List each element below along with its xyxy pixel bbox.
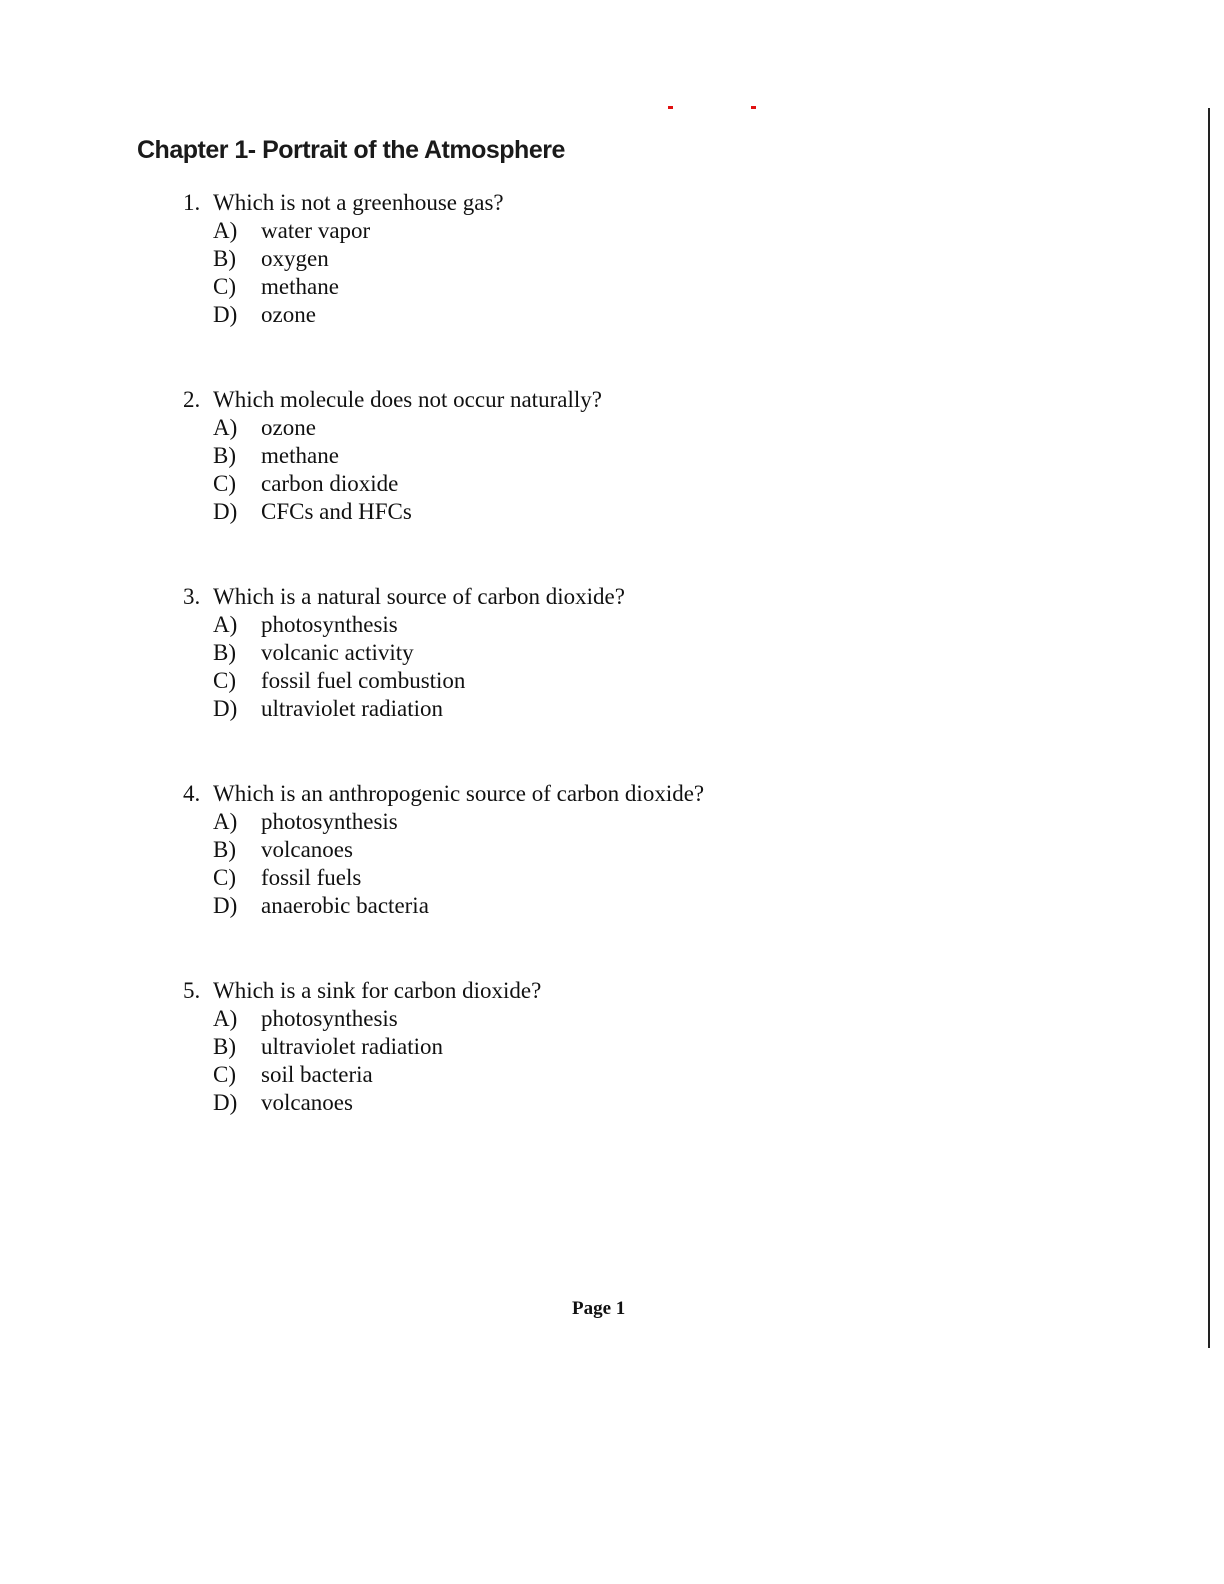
option-letter: B) bbox=[213, 443, 236, 468]
question-text: Which is an anthropogenic source of carbon dioxide? bbox=[213, 781, 705, 806]
question-text: Which is a natural source of carbon dioxide? bbox=[213, 584, 625, 609]
option-letter: A) bbox=[213, 612, 238, 637]
question-text: Which is not a greenhouse gas? bbox=[213, 190, 504, 215]
option-text: CFCs and HFCs bbox=[261, 499, 412, 524]
red-mark-left bbox=[668, 106, 673, 109]
option-letter: D) bbox=[213, 893, 238, 918]
question-text: Which is a sink for carbon dioxide? bbox=[213, 978, 542, 1003]
option-c bbox=[213, 470, 1083, 498]
option-letter: A) bbox=[213, 415, 238, 440]
option-letter: B) bbox=[213, 1034, 236, 1059]
question-2 bbox=[183, 385, 1083, 582]
question-number: 5. bbox=[183, 978, 201, 1003]
option-letter: D) bbox=[213, 1090, 238, 1115]
option-text: photosynthesis bbox=[261, 809, 398, 834]
question-stem bbox=[183, 976, 1083, 1005]
option-a bbox=[213, 808, 1083, 836]
option-list bbox=[213, 414, 1083, 526]
question-list bbox=[183, 188, 1083, 1173]
question-stem bbox=[183, 779, 1083, 808]
option-c bbox=[213, 864, 1083, 892]
option-text: methane bbox=[261, 443, 339, 468]
option-letter: A) bbox=[213, 809, 238, 834]
option-text: photosynthesis bbox=[261, 1006, 398, 1031]
option-text: volcanic activity bbox=[261, 640, 414, 665]
option-a bbox=[213, 414, 1083, 442]
option-text: carbon dioxide bbox=[261, 471, 399, 496]
option-text: anaerobic bacteria bbox=[261, 893, 429, 918]
option-b bbox=[213, 245, 1083, 273]
option-letter: C) bbox=[213, 471, 236, 496]
option-text: fossil fuels bbox=[261, 865, 362, 890]
option-text: water vapor bbox=[261, 218, 371, 243]
option-text: ultraviolet radiation bbox=[261, 1034, 444, 1059]
option-letter: D) bbox=[213, 302, 238, 327]
option-text: soil bacteria bbox=[261, 1062, 373, 1087]
option-c bbox=[213, 667, 1083, 695]
option-list bbox=[213, 217, 1083, 329]
option-letter: A) bbox=[213, 1006, 238, 1031]
option-text: methane bbox=[261, 274, 339, 299]
question-number: 3. bbox=[183, 584, 201, 609]
question-text: Which molecule does not occur naturally? bbox=[213, 387, 602, 412]
option-letter: D) bbox=[213, 696, 238, 721]
question-stem bbox=[183, 385, 1083, 414]
option-list bbox=[213, 611, 1083, 723]
option-b bbox=[213, 442, 1083, 470]
option-d bbox=[213, 695, 1083, 723]
option-text: fossil fuel combustion bbox=[261, 668, 466, 693]
option-letter: A) bbox=[213, 218, 238, 243]
option-letter: C) bbox=[213, 1062, 236, 1087]
page-edge-rule bbox=[1208, 108, 1210, 1348]
option-text: photosynthesis bbox=[261, 612, 398, 637]
question-number: 2. bbox=[183, 387, 201, 412]
option-letter: D) bbox=[213, 499, 238, 524]
page-number: Page 1 bbox=[572, 1298, 626, 1319]
red-mark-right bbox=[751, 106, 756, 109]
option-list bbox=[213, 1005, 1083, 1117]
option-c bbox=[213, 1061, 1083, 1089]
question-3 bbox=[183, 582, 1083, 779]
option-a bbox=[213, 611, 1083, 639]
question-stem bbox=[183, 582, 1083, 611]
option-d bbox=[213, 892, 1083, 920]
question-stem bbox=[183, 188, 1083, 217]
question-number: 4. bbox=[183, 781, 201, 806]
question-1 bbox=[183, 188, 1083, 385]
question-number: 1. bbox=[183, 190, 201, 215]
option-text: volcanoes bbox=[261, 837, 353, 862]
option-b bbox=[213, 639, 1083, 667]
option-text: oxygen bbox=[261, 246, 329, 271]
option-b bbox=[213, 836, 1083, 864]
chapter-title: Chapter 1- Portrait of the Atmosphere bbox=[137, 136, 565, 164]
option-list bbox=[213, 808, 1083, 920]
option-c bbox=[213, 273, 1083, 301]
option-text: ozone bbox=[261, 415, 316, 440]
option-d bbox=[213, 301, 1083, 329]
option-text: volcanoes bbox=[261, 1090, 353, 1115]
option-letter: B) bbox=[213, 837, 236, 862]
option-d bbox=[213, 1089, 1083, 1117]
option-a bbox=[213, 217, 1083, 245]
option-a bbox=[213, 1005, 1083, 1033]
option-d bbox=[213, 498, 1083, 526]
question-5 bbox=[183, 976, 1083, 1173]
option-b bbox=[213, 1033, 1083, 1061]
option-letter: C) bbox=[213, 865, 236, 890]
option-letter: C) bbox=[213, 274, 236, 299]
option-text: ultraviolet radiation bbox=[261, 696, 444, 721]
option-letter: B) bbox=[213, 246, 236, 271]
option-letter: B) bbox=[213, 640, 236, 665]
option-text: ozone bbox=[261, 302, 316, 327]
option-letter: C) bbox=[213, 668, 236, 693]
question-4 bbox=[183, 779, 1083, 976]
